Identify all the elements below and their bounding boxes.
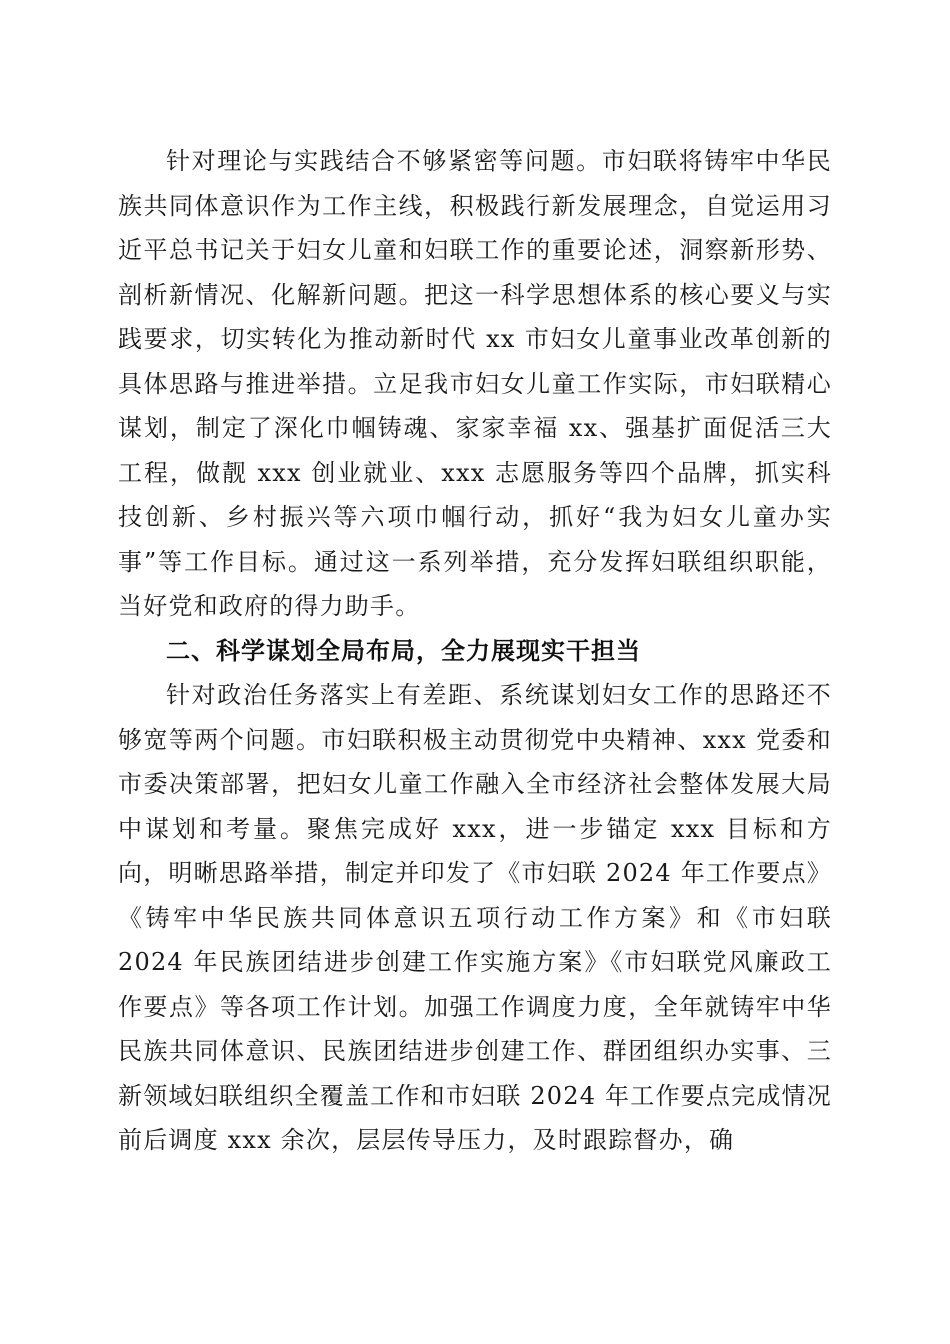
paragraph-theory-practice: 针对理论与实践结合不够紧密等问题。市妇联将铸牢中华民族共同体意识作为工作主线，积极践行新发展理念，自觉运用习近平总书记关于妇女儿童和妇联工作的重要论述，洞察新形势、剖析新情况、化解新问题。把这一科学思想体系的核心要义与实践要求，切实转化为推动新时代 xx 市妇女儿童事业改革创新的具体思路与推进举措。立足我市妇女儿童工作实际，市妇联精心谋划，制定了深化巾帼铸魂、家家幸福 xx、强基扩面促活三大工程，做靓 xxx 创业就业、xxx 志愿服务等四个品牌，抓实科技创新、乡村振兴等六项巾帼行动，抓好“我为妇女儿童办实事”等工作目标。通过这一系列举措，充分发挥妇联组织职能，当好党和政府的得力助手。 [118, 147, 832, 620]
section-heading-2: 二、科学谋划全局布局，全力展现实干担当 [166, 636, 641, 665]
paragraph-political-tasks: 针对政治任务落实上有差距、系统谋划妇女工作的思路还不够宽等两个问题。市妇联积极主动贯彻党中央精神、xxx 党委和市委决策部署，把妇女儿童工作融入全市经济社会整体发展大局中谋划和考量。聚焦完成好 xxx，进一步锚定 xxx 目标和方向，明晰思路举措，制定并印发了《市妇联 2024 年工作要点》《铸牢中华民族共同体意识五项行动工作方案》和《市妇联 2024 年民族团结进步创建工作实施方案》《市妇联党风廉政工作要点》等各项工作计划。加强工作调度力度，全年就铸牢中华民族共同体意识、民族团结进步创建工作、群团组织办实事、三新领域妇联组织全覆盖工作和市妇联 2024 年工作要点完成情况前后调度 xxx 余次，层层传导压力，及时跟踪督办，确 [118, 681, 832, 1154]
document-body [118, 139, 832, 1163]
